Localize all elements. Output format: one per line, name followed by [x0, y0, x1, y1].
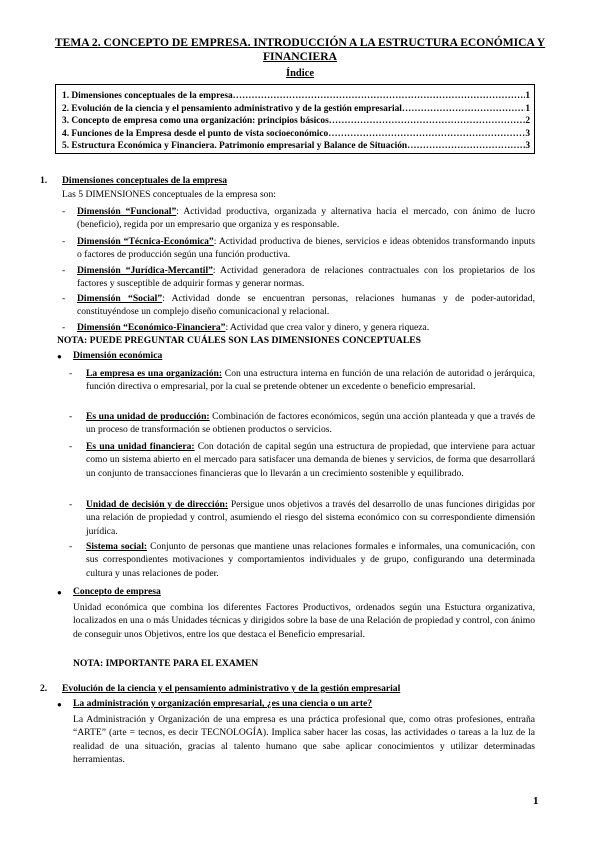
- index-entry[interactable]: [62, 90, 530, 103]
- concept-heading: Concepto de empresa: [73, 586, 161, 597]
- bullet-icon: ●: [57, 700, 62, 709]
- index-entry[interactable]: [62, 140, 530, 153]
- section-2-text: La Administración y Organización de una empresa es una práctica profesional que, como otras profesiones, entraña “ARTE” (arte = tecnos, es decir TECNOLOGÍA). Implica saber hacer las cosas, las actividades o tareas a la luz de la realidad de una situación, gracias al talento humano que sabe aplicar conocimientos y utilizar determinadas herramientas.: [73, 714, 535, 765]
- note-exam: NOTA: IMPORTANTE PARA EL EXAMEN: [73, 658, 259, 669]
- dimension-item: Dimensión “Funcional”: Actividad productiva, organizada y alternativa hacia el mercado, con ánimo de lucro (beneficio), regida por un empresario que organiza y es responsable.: [77, 206, 535, 231]
- bullet-icon: ●: [57, 352, 62, 361]
- index-entry-page: 2: [525, 116, 530, 126]
- concept-text: Unidad económica que combina los diferentes Factores Productivos, ordenados según una Estuctura organizativa, localizados en una o más Unidades técnicas y dirigidos sobre la base de una Relación de propiedad y control, con ánimo de conseguir unos Objetivos, entre los que destaca el Beneficio empresarial.: [73, 602, 535, 640]
- section-2-heading: 2. Evolución de la ciencia y el pensamiento administrativo y de la gestión empresarial: [40, 683, 401, 694]
- index-box: [55, 84, 535, 154]
- dimension-item: Dimensión “Jurídica-Mercantil”: Actividad generadora de relaciones contractuales con los propietarios de los factores y susceptible de adquirir formas y generar normas.: [77, 265, 536, 290]
- econ-dimension-heading: Dimensión económica: [73, 350, 163, 361]
- index-entry-text: 5. Estructura Económica y Financiera. Patrimonio empresarial y Balance de Situación: [62, 141, 408, 151]
- index-entry-text: 3. Concepto de empresa como una organización: principios básicos: [62, 116, 329, 126]
- index-heading: Índice: [285, 68, 314, 79]
- econ-item: Sistema social: Conjunto de personas que mantiene unas relaciones formales e informales, una comunicación, con sus correspondientes motivaciones y comportamientos individuales y de grupo, configurando una determinada cultura y unas relaciones de poder.: [86, 541, 535, 579]
- econ-item: Unidad de decisión y de dirección: Persigue unos objetivos a través del desarrollo de unas funciones dirigidas por una relación de propiedad y control, asumiendo el riesgo del sistema económico con su correspondiente dimensión jurídica.: [86, 499, 535, 537]
- index-entry-page: 1: [525, 103, 530, 114]
- index-entry-text: 2. Evolución de la ciencia y el pensamiento administrativo y de la gestión empresarial: [62, 103, 402, 114]
- index-entry-text: 4. Funciones de la Empresa desde el punto de vista socioeconómico: [62, 128, 329, 139]
- dimension-item: Dimensión “Técnica-Económica”: Actividad productiva de bienes, servicios e ideas obtenidos transformando inputs o factores de producción según una función productiva.: [77, 236, 535, 261]
- index-entry[interactable]: [62, 115, 530, 128]
- index-entry-page: 3: [525, 128, 530, 139]
- index-entry-page: 3: [525, 141, 530, 151]
- dimension-item: Dimensión “Social”: Actividad donde se encuentran personas, relaciones humanas y de poder-autoridad, constituyéndose un complejo diseño comunicacional y relacional.: [77, 293, 535, 318]
- section-1-heading: 1. Dimensiones conceptuales de la empresa: [40, 175, 228, 186]
- econ-item: La empresa es una organización: Con una estructura interna en función de una relación de autoridad o jerárquica, función directiva o empresarial, por la cual se pretende obtener un excedente o beneficio empresarial.: [86, 368, 535, 393]
- document-title: TEMA 2. CONCEPTO DE EMPRESA. INTRODUCCIÓN A LA ESTRUCTURA ECONÓMICA Y FINANCIERA: [54, 36, 546, 63]
- index-entry[interactable]: [62, 128, 530, 141]
- bullet-icon: ●: [57, 588, 62, 597]
- note-dimensions: NOTA: PUEDE PREGUNTAR CUÁLES SON LAS DIMENSIONES CONCEPTUALES: [57, 335, 421, 346]
- econ-item: Es una unidad financiera: Con dotación de capital según una estructura de propiedad, que interviene para actuar como un sistema abierto en el mercado para satisfacer una demanda de bienes y servicios, de forma que desarrollará un conjunto de transacciones financieras que lo llevarán a un crecimiento sostenible y equilibrado.: [86, 441, 535, 479]
- dimension-item: Dimensión “Económico-Financiera”: Actividad que crea valor y dinero, y genera riqueza.: [77, 322, 430, 333]
- econ-item: Es una unidad de producción: Combinación de factores económicos, según una acción planteada y que a través de un proceso de transformación se obtienen productos o servicios.: [86, 411, 535, 436]
- index-entry[interactable]: [62, 103, 530, 116]
- page-number: 1: [533, 795, 539, 807]
- index-entry-text: 1. Dimensiones conceptuales de la empresa: [62, 91, 233, 101]
- index-entry-page: 1: [525, 91, 530, 101]
- section-2-subheading: La administración y organización empresarial, ¿es una ciencia o un arte?: [73, 698, 373, 709]
- section-1-intro: Las 5 DIMENSIONES conceptuales de la empresa son:: [62, 189, 276, 200]
